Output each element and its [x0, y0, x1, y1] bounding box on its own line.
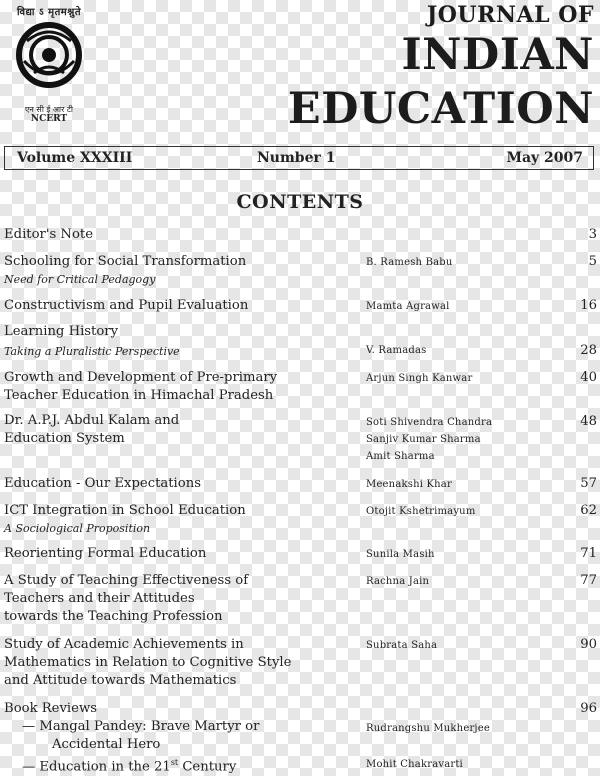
entry-title-continued: Mathematics in Relation to Cognitive Style	[4, 655, 292, 670]
contents-entry[interactable]	[0, 412, 600, 468]
entry-subtitle: Taking a Pluralistic Perspective	[4, 345, 180, 358]
journal-title-line1: JOURNAL OF	[426, 2, 594, 28]
contents-entry[interactable]	[0, 323, 600, 363]
contents-entry[interactable]	[0, 545, 600, 565]
entry-page: 96	[580, 701, 597, 716]
entry-title-continued: Teachers and their Attitudes	[4, 591, 195, 606]
ncert-emblem-icon	[14, 17, 84, 101]
contents-entry[interactable]	[0, 636, 600, 692]
contents-entry[interactable]	[0, 700, 600, 720]
entry-title: Reorienting Formal Education	[4, 546, 207, 561]
contents-heading: CONTENTS	[236, 191, 364, 213]
entry-page: 3	[588, 227, 597, 242]
review-author: Rudrangshu Mukherjee	[366, 723, 490, 734]
contents-entry[interactable]	[0, 369, 600, 407]
entry-title: Study of Academic Achievements in	[4, 637, 244, 652]
journal-title-line3: EDUCATION	[287, 84, 594, 134]
entry-subtitle: Need for Critical Pedagogy	[4, 273, 156, 286]
entry-title-continued: Teacher Education in Himachal Pradesh	[4, 388, 274, 403]
entry-title: Learning History	[4, 324, 119, 339]
entry-page: 5	[588, 254, 597, 269]
entry-author: Soti Shivendra Chandra	[366, 417, 493, 428]
entry-title-continued: and Attitude towards Mathematics	[4, 673, 237, 688]
logo-ncert-text: NCERT	[30, 114, 68, 124]
entry-author: Sunila Masih	[366, 549, 435, 560]
entry-title: Education - Our Expectations	[4, 476, 201, 491]
ncert-logo	[6, 4, 92, 124]
entry-author: Sanjiv Kumar Sharma	[366, 434, 481, 445]
entry-author: Subrata Saha	[366, 640, 438, 651]
entry-author: Amit Sharma	[366, 451, 435, 462]
book-review-item[interactable]	[0, 718, 600, 754]
entry-author: B. Ramesh Babu	[366, 257, 453, 268]
entry-page: 90	[580, 637, 597, 652]
entry-page: 62	[580, 503, 597, 518]
review-title-continued: Accidental Hero	[52, 737, 161, 752]
contents-entry[interactable]	[0, 475, 600, 495]
contents-entry[interactable]	[0, 253, 600, 287]
issue-number: Number 1	[257, 150, 336, 166]
volume-label: Volume XXXIII	[17, 150, 133, 166]
entry-title: Editor's Note	[4, 227, 93, 242]
entry-title: ICT Integration in School Education	[4, 503, 246, 518]
entry-author: Rachna Jain	[366, 576, 430, 587]
review-title: — Education in the 21st Century	[22, 758, 237, 775]
entry-author: Meenakshi Khar	[366, 479, 452, 490]
contents-entry[interactable]	[0, 297, 600, 317]
entry-page: 57	[580, 476, 597, 491]
entry-title: Schooling for Social Transformation	[4, 254, 247, 269]
entry-author: Otojit Kshetrimayum	[366, 506, 476, 517]
entry-title: Book Reviews	[4, 701, 98, 716]
entry-page: 16	[580, 298, 597, 313]
entry-page: 48	[580, 414, 597, 429]
entry-title-continued: Education System	[4, 431, 125, 446]
entry-page: 28	[580, 343, 597, 358]
entry-page: 77	[580, 573, 597, 588]
entry-title: Growth and Development of Pre-primary	[4, 370, 278, 385]
entry-page: 71	[580, 546, 597, 561]
contents-entry[interactable]	[0, 502, 600, 538]
logo-hindi-text: एन सी ई आर टी	[25, 105, 73, 114]
entry-author: Mamta Agrawal	[366, 301, 450, 312]
issue-date: May 2007	[506, 150, 583, 166]
book-review-item[interactable]	[0, 754, 600, 773]
entry-author: Arjun Singh Kanwar	[366, 373, 473, 384]
journal-title-line2: INDIAN	[401, 30, 594, 80]
review-title: — Mangal Pandey: Brave Martyr or	[22, 719, 260, 734]
entry-page: 40	[580, 370, 597, 385]
entry-subtitle: A Sociological Proposition	[4, 522, 151, 535]
contents-entry[interactable]	[0, 572, 600, 628]
volume-bar	[4, 146, 594, 170]
contents-entry[interactable]	[0, 226, 600, 246]
entry-title: Dr. A.P.J. Abdul Kalam and	[4, 413, 180, 428]
entry-title: A Study of Teaching Effectiveness of	[4, 573, 249, 588]
entry-title: Constructivism and Pupil Evaluation	[4, 298, 249, 313]
logo-motto: विद्या ऽ मृतमश्नुते	[16, 7, 82, 18]
review-author: Mohit Chakravarti	[366, 759, 463, 770]
entry-author: V. Ramadas	[366, 345, 427, 356]
entry-title-continued: towards the Teaching Profession	[4, 609, 223, 624]
